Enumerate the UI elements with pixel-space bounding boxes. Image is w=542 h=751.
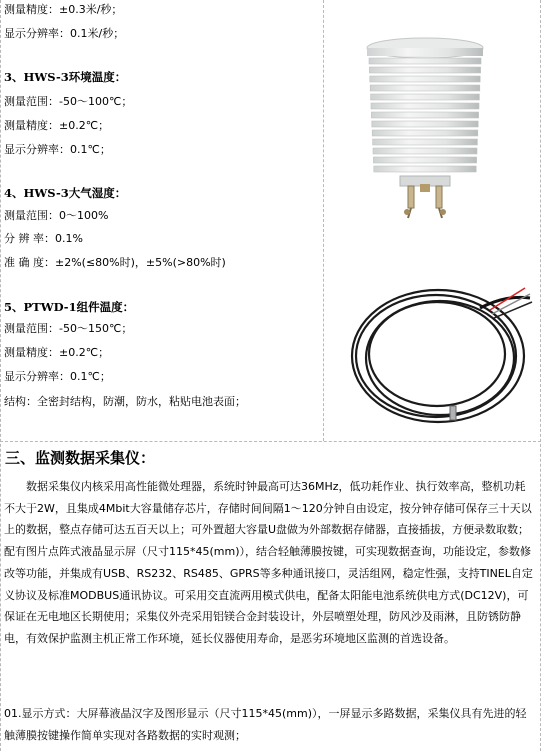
- louvre-plate: [371, 112, 478, 118]
- louvre-plate: [373, 148, 477, 154]
- louvre-plate: [371, 94, 480, 100]
- louvre-plate: [372, 130, 478, 136]
- louvre-plate: [370, 85, 480, 91]
- spec-heading: 4、HWS-3大气湿度：: [4, 186, 127, 200]
- spec-line: 测量范围：0～100%: [4, 209, 109, 222]
- louvre-plate: [370, 76, 480, 82]
- section-title: 三、监测数据采集仪：: [5, 449, 156, 467]
- spec-line: 分 辨 率：0.1%: [4, 232, 83, 245]
- spec-line: 结构：全密封结构，防潮，防水，粘贴电池表面；: [4, 395, 246, 408]
- column-divider: [323, 0, 324, 441]
- louvre-plate: [373, 139, 478, 145]
- paragraph-text: 01.显示方式：大屏幕液晶汉字及图形显示（尺寸115*45(mm)），一屏显示多路数据，采集仪具有先进的轻触薄膜按键操作简单实现对各路数据的实时观测；: [4, 707, 527, 742]
- spec-line: 测量范围：-50～150℃；: [4, 322, 133, 335]
- louvre-plate: [373, 157, 476, 163]
- table-row-divider: [0, 441, 541, 442]
- spec-line: 显示分辨率：0.1米/秒；: [4, 27, 125, 40]
- spec-line: 测量精度：±0.2℃；: [4, 119, 110, 132]
- louvre-plate: [371, 103, 479, 109]
- spec-line: 测量范围：-50～100℃；: [4, 95, 133, 108]
- cable-sensor-image: [340, 268, 540, 440]
- display-mode-paragraph: [4, 703, 536, 746]
- paragraph-text: 数据采集仪内核采用高性能微处理器，系统时钟最高可达36MHz，低功耗作业、执行效率高，整机功耗不大于2W，且集成4Mbit大容量储存芯片，存储时间间隔1～120分钟自由设定，按分钟存储可保存三十天以上的数据，整点存储可达五百天以上；可外置超大容量U盘做为外部数据存储器，直接插拔，方便录数取数；配有图片点阵式液晶显示屏（尺寸115*45(mm)），结合轻触薄膜按键，可实现数据查询，功能设定，参数修改等功能，并集成有USB、RS232、RS485、GPRS等多种通讯接口，灵活组网，稳定性强，支持TINEL自定义协议及标准MODBUS通讯协议。可采用交直流两用模式供电，配备太阳能电池系统供电方式(DC12V)，可保证在无电地区长期使用；采集仪外壳采用铝镁合金封装设计，外层喷塑处理，防风沙及雨淋，且防锈防静电，有效保护监测主机正常工作环境，延长仪器使用寿命，是恶劣环境地区监测的首选设备。: [4, 480, 533, 645]
- louvre-plate: [369, 58, 481, 64]
- body-paragraph: [4, 476, 536, 650]
- spec-heading: 3、HWS-3环境温度：: [4, 70, 127, 84]
- spec-line: 测量精度：±0.2℃；: [4, 346, 110, 359]
- spec-line: 显示分辨率：0.1℃；: [4, 370, 111, 383]
- spec-heading: 5、PTWD-1组件温度：: [4, 300, 135, 314]
- spec-line: 测量精度：±0.3米/秒；: [4, 3, 123, 16]
- louvre-plate: [369, 67, 480, 73]
- radiation-shield-image: [360, 36, 490, 221]
- louvre-plate: [374, 166, 476, 172]
- spec-line: 准 确 度：±2%(≤80%时)，±5%(>80%时): [4, 256, 226, 269]
- spec-line: 显示分辨率：0.1℃；: [4, 143, 111, 156]
- right-border: [540, 0, 541, 751]
- louvre-plate: [372, 121, 478, 127]
